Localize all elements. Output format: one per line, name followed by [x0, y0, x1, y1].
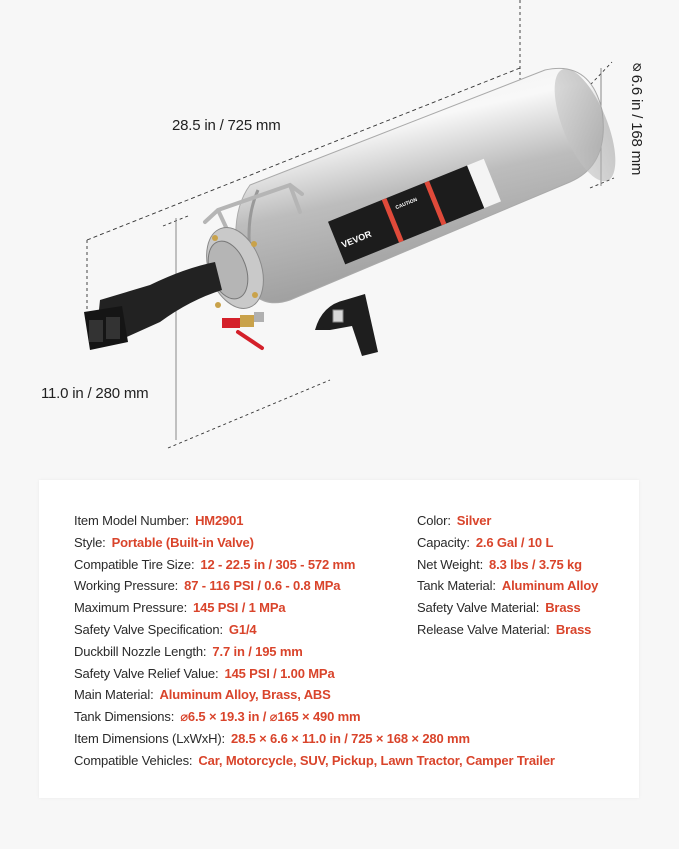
specifications-card: [39, 480, 639, 798]
spec-row-item-dimensions: Item Dimensions (LxWxH): 28.5 × 6.6 × 11.0 in / 725 × 168 × 280 mm: [74, 730, 470, 746]
brand-label-text: VEVOR: [339, 228, 373, 250]
diameter-dimension-label: ⌀6.6 in / 168 mm: [628, 57, 645, 176]
trigger-grip: [315, 294, 378, 356]
svg-text:CAUTION: CAUTION: [394, 196, 419, 212]
duckbill-nozzle: [84, 262, 222, 350]
spec-row-main-material: Main Material: Aluminum Alloy, Brass, ABS: [74, 687, 331, 703]
spec-row-net-weight: Net Weight: 8.3 lbs / 3.75 kg: [417, 556, 582, 572]
spec-row-tire-size: Compatible Tire Size: 12 - 22.5 in / 305 - 572 mm: [74, 556, 356, 572]
height-dimension-label: 11.0 in / 280 mm: [41, 385, 149, 402]
spec-row-safety-valve-material: Safety Valve Material: Brass: [417, 600, 581, 616]
spec-row-style: Style: Portable (Built-in Valve): [74, 534, 254, 550]
spec-row-tank-material: Tank Material: Aluminum Alloy: [417, 578, 599, 594]
spec-row-relief-value: Safety Valve Relief Value: 145 PSI / 1.00 MPa: [74, 665, 335, 681]
release-valves: [222, 312, 264, 348]
spec-row-color: Color: Silver: [417, 513, 492, 528]
spec-row-compatible-vehicles: Compatible Vehicles: Car, Motorcycle, SUV, Pickup, Lawn Tractor, Camper Trailer: [74, 752, 555, 768]
spec-row-capacity: Capacity: 2.6 Gal / 10 L: [417, 534, 554, 550]
spec-row-nozzle-length: Duckbill Nozzle Length: 7.7 in / 195 mm: [74, 643, 303, 659]
length-dimension-label: 28.5 in / 725 mm: [172, 117, 281, 134]
spec-row-tank-dimensions: Tank Dimensions: ⌀6.5 × 19.3 in / ⌀165 × 490 mm: [74, 709, 361, 725]
spec-column-right: [417, 510, 598, 641]
spec-row-release-valve-material: Release Valve Material: Brass: [417, 621, 592, 637]
spec-row-working-pressure: Working Pressure: 87 - 116 PSI / 0.6 - 0.8 MPa: [74, 578, 341, 594]
spec-row-safety-valve-spec: Safety Valve Specification: G1/4: [74, 621, 257, 637]
spec-row-max-pressure: Maximum Pressure: 145 PSI / 1 MPa: [74, 600, 286, 616]
spec-row-model-number: Item Model Number: HM2901: [74, 513, 244, 528]
